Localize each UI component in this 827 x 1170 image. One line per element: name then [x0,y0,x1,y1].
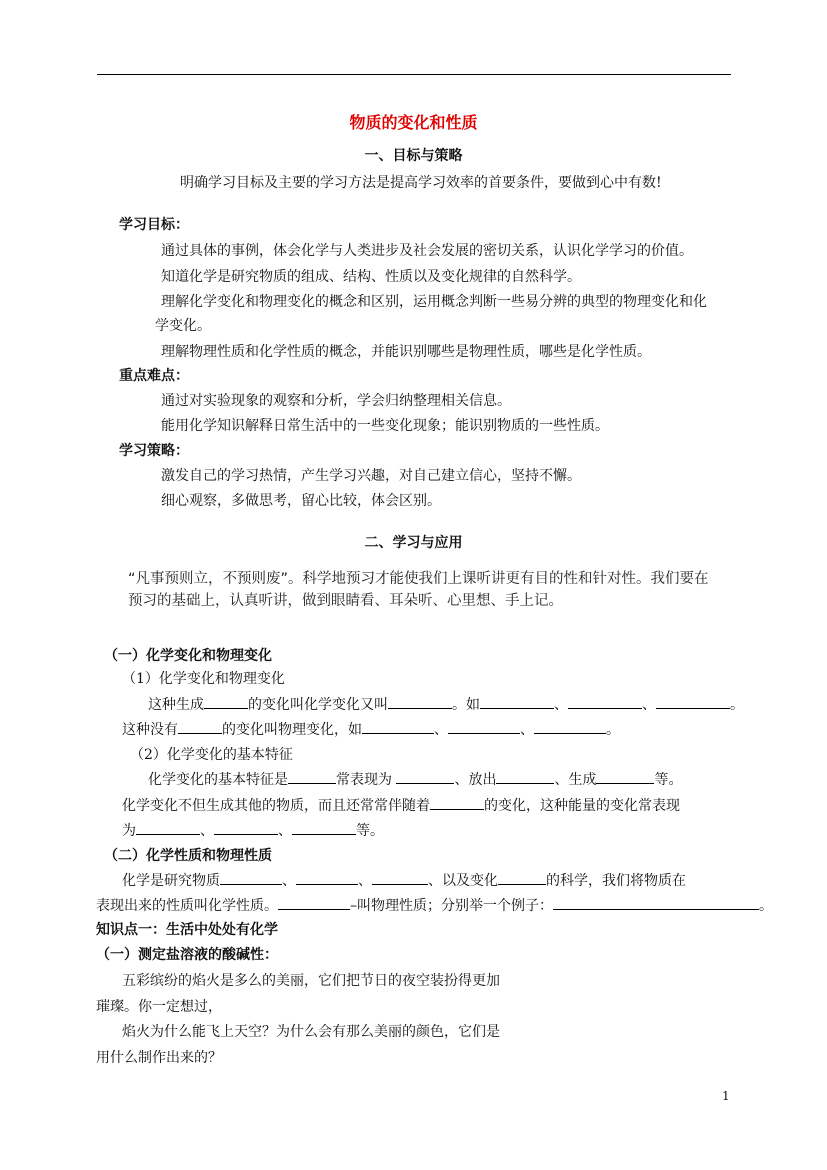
answer-blank[interactable] [362,720,434,734]
answer-blank[interactable] [296,871,358,885]
answer-blank[interactable] [656,695,730,709]
goal-item: 学变化。 [155,318,211,334]
fill-line-features: 化学变化的基本特征是 常表现为 、放出 、生成 等。 [148,772,683,788]
answer-blank[interactable] [278,896,350,910]
answer-blank[interactable] [288,770,336,784]
answer-blank[interactable] [220,871,282,885]
page-number: 1 [722,1089,730,1103]
part1-sub1: （1）化学变化和物理变化 [122,671,285,687]
knowledge-heading: 知识点一：生活中处处有化学 [96,922,278,938]
quote-line: 预习的基础上，认真听讲，做到眼睛看、耳朵听、心里想、手上记。 [128,593,563,609]
goal-item: 通过具体的事例，体会化学与人类进步及社会发展的密切关系，认识化学学习的价值。 [161,243,693,259]
answer-blank[interactable] [388,695,452,709]
strategy-item: 细心观察，多做思考，留心比较，体会区别。 [161,493,441,509]
answer-blank[interactable] [204,695,248,709]
knowledge-text: 用什么制作出来的？ [96,1050,222,1066]
key-point-item: 通过对实验现象的观察和分析，学会归纳整理相关信息。 [161,393,511,409]
goal-item: 理解物理性质和化学性质的概念，并能识别哪些是物理性质，哪些是化学性质。 [161,344,651,360]
strategy-label: 学习策略： [119,443,189,459]
answer-blank[interactable] [568,695,642,709]
answer-blank[interactable] [496,770,554,784]
answer-blank[interactable] [396,770,454,784]
document-title: 物质的变化和性质 [349,113,478,132]
fill-line-physical-change: 这种没有 的变化叫物理变化，如 、 、 。 [122,722,620,738]
section-heading-study: 二、学习与应用 [364,535,463,551]
knowledge-text: 焰火为什么能飞上天空？为什么会有那么美丽的颜色，它们是 [122,1024,500,1040]
answer-blank[interactable] [136,821,200,835]
knowledge-sub: （一）测定盐溶液的酸碱性： [96,947,278,963]
answer-blank[interactable] [292,821,356,835]
knowledge-text: 璀璨。你一定想过， [96,999,222,1015]
goal-item: 知道化学是研究物质的组成、结构、性质以及变化规律的自然科学。 [161,269,581,285]
fill-line-energy: 化学变化不但生成其他的物质，而且还常常伴随着 的变化，这种能量的变化常表现 [122,798,680,814]
part1-heading: （一）化学变化和物理变化 [104,648,272,664]
header-rule [97,74,731,75]
strategy-item: 激发自己的学习热情，产生学习兴趣，对自己建立信心，坚持不懈。 [161,468,581,484]
goals-label: 学习目标： [119,217,189,233]
part2-heading: （二）化学性质和物理性质 [104,848,272,864]
goal-item: 理解化学变化和物理变化的概念和区别，运用概念判断一些易分辨的典型的物理变化和化 [161,294,707,310]
answer-blank[interactable] [534,720,606,734]
answer-blank[interactable] [178,720,222,734]
answer-blank[interactable] [498,871,546,885]
answer-blank[interactable] [480,695,554,709]
knowledge-text: 五彩缤纷的焰火是多么的美丽，它们把节日的夜空装扮得更加 [122,973,500,989]
key-points-label: 重点难点： [119,368,189,384]
answer-blank[interactable] [448,720,520,734]
answer-blank[interactable] [596,770,654,784]
section-heading-goals: 一、目标与策略 [364,148,463,164]
fill-line-energy-forms: 为 、 、 等。 [122,823,384,839]
answer-blank[interactable] [372,871,428,885]
key-point-item: 能用化学知识解释日常生活中的一些变化现象；能识别物质的一些性质。 [161,418,609,434]
section-intro: 明确学习目标及主要的学习方法是提高学习效率的首要条件，要做到心中有数! [180,175,662,191]
fill-line-properties: 化学是研究物质 、 、 、以及变化 的科学，我们将物质在 [122,873,686,889]
answer-blank[interactable] [430,796,484,810]
answer-blank[interactable] [214,821,278,835]
fill-line-property-definitions: 表现出来的性质叫化学性质。 –叫物理性质；分别举一个例子： 。 [96,898,773,914]
fill-line-chemical-change: 这种生成 的变化叫化学变化又叫 。如 、 、 。 [148,697,744,713]
quote-line: “凡事预则立，不预则废”。科学地预习才能使我们上课听讲更有目的性和针对性。我们要在 [128,571,709,587]
part1-sub2: （2）化学变化的基本特征 [130,747,293,763]
answer-blank[interactable] [553,896,759,910]
